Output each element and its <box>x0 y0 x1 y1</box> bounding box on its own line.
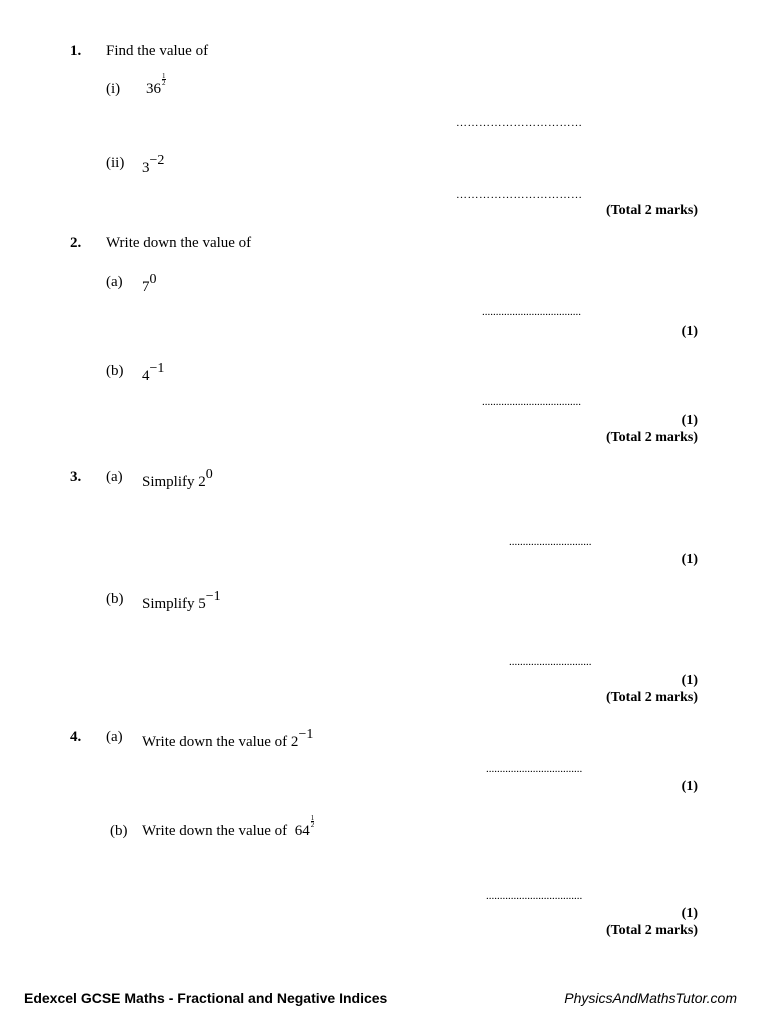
q3-part-b-answer-line[interactable]: .............................. <box>509 656 592 668</box>
q3-part-b-exponent: −1 <box>205 589 221 604</box>
q3-part-a-label: (a) <box>106 469 123 485</box>
q4-part-b-expression <box>142 814 315 840</box>
q4-part-b-label: (b) <box>110 823 128 839</box>
q2-part-a-marks: (1) <box>681 324 698 339</box>
q3-number: 3. <box>70 469 82 485</box>
q2-prompt: Write down the value of <box>106 235 252 251</box>
q3-part-b-expression <box>142 591 221 613</box>
q4-part-a-expression <box>142 729 313 751</box>
q1-prompt: Find the value of <box>106 43 209 59</box>
q1-part-ii-label: (ii) <box>106 155 125 171</box>
q4-part-b-exp-numerator: 1 <box>310 814 315 822</box>
q3-part-a-text: Simplify 2 <box>142 474 206 490</box>
q1-part-ii-exponent: −2 <box>149 153 165 168</box>
q4-part-a-answer-line[interactable]: ................................... <box>486 763 583 775</box>
q2-number: 2. <box>70 235 82 251</box>
q1-part-i-label: (i) <box>106 81 121 97</box>
q2-part-a-base: 7 <box>142 279 150 295</box>
q4-part-a-exponent: −1 <box>298 727 314 742</box>
q1-part-ii-expression <box>142 155 164 177</box>
q2-part-b-marks: (1) <box>681 413 698 428</box>
q3-part-b-text: Simplify 5 <box>142 596 206 612</box>
q3-part-b-marks: (1) <box>681 673 698 688</box>
q3-total-marks: (Total 2 marks) <box>605 690 698 705</box>
q4-part-b-text: Write down the value of <box>142 823 288 839</box>
q1-part-ii-base: 3 <box>142 160 150 176</box>
footer-site: PhysicsAndMathsTutor.com <box>564 990 737 1006</box>
q4-part-a-label: (a) <box>106 729 123 745</box>
q4-total-marks: (Total 2 marks) <box>605 923 698 938</box>
q2-part-b-expression <box>142 363 164 385</box>
q2-part-a-answer-line[interactable]: .................................... <box>482 306 581 318</box>
q2-part-b-answer-line[interactable]: .................................... <box>482 396 581 408</box>
q4-part-a-marks: (1) <box>681 779 698 794</box>
q1-total-marks: (Total 2 marks) <box>605 203 698 218</box>
q4-part-b-marks: (1) <box>681 906 698 921</box>
q3-part-a-marks: (1) <box>681 552 698 567</box>
q4-number: 4. <box>70 729 82 745</box>
q3-part-a-answer-line[interactable]: .............................. <box>509 536 592 548</box>
footer-title: Edexcel GCSE Maths - Fractional and Negative Indices <box>24 990 388 1006</box>
q2-part-a-expression <box>142 274 157 296</box>
q2-part-b-exponent: −1 <box>149 361 165 376</box>
q4-part-b-exp-denominator: 2 <box>310 821 315 829</box>
q1-part-i-answer-line[interactable]: …………………………… <box>456 117 583 129</box>
q1-part-ii-answer-line[interactable]: …………………………… <box>456 189 583 201</box>
q3-part-a-exponent: 0 <box>205 467 213 482</box>
q4-part-a-text: Write down the value of 2 <box>142 734 299 750</box>
q2-part-b-base: 4 <box>142 368 150 384</box>
q1-number: 1. <box>70 43 82 59</box>
q3-part-a-expression <box>142 469 213 491</box>
q2-part-b-label: (b) <box>106 363 124 379</box>
q4-part-b-exponent-fraction <box>311 815 315 828</box>
q1-part-i-base: 36 <box>146 81 161 97</box>
q3-part-b-label: (b) <box>106 591 124 607</box>
q2-part-a-label: (a) <box>106 274 123 290</box>
q1-part-i-exponent-fraction <box>162 73 166 86</box>
q2-total-marks: (Total 2 marks) <box>605 430 698 445</box>
q1-part-i-expression <box>146 72 166 98</box>
q1-part-i-exp-denominator: 2 <box>162 79 166 87</box>
q1-part-i-exp-numerator: 1 <box>162 72 166 80</box>
q4-part-b-base: 64 <box>294 823 310 839</box>
q4-part-b-answer-line[interactable]: ................................... <box>486 890 583 902</box>
q2-part-a-exponent: 0 <box>149 272 157 287</box>
